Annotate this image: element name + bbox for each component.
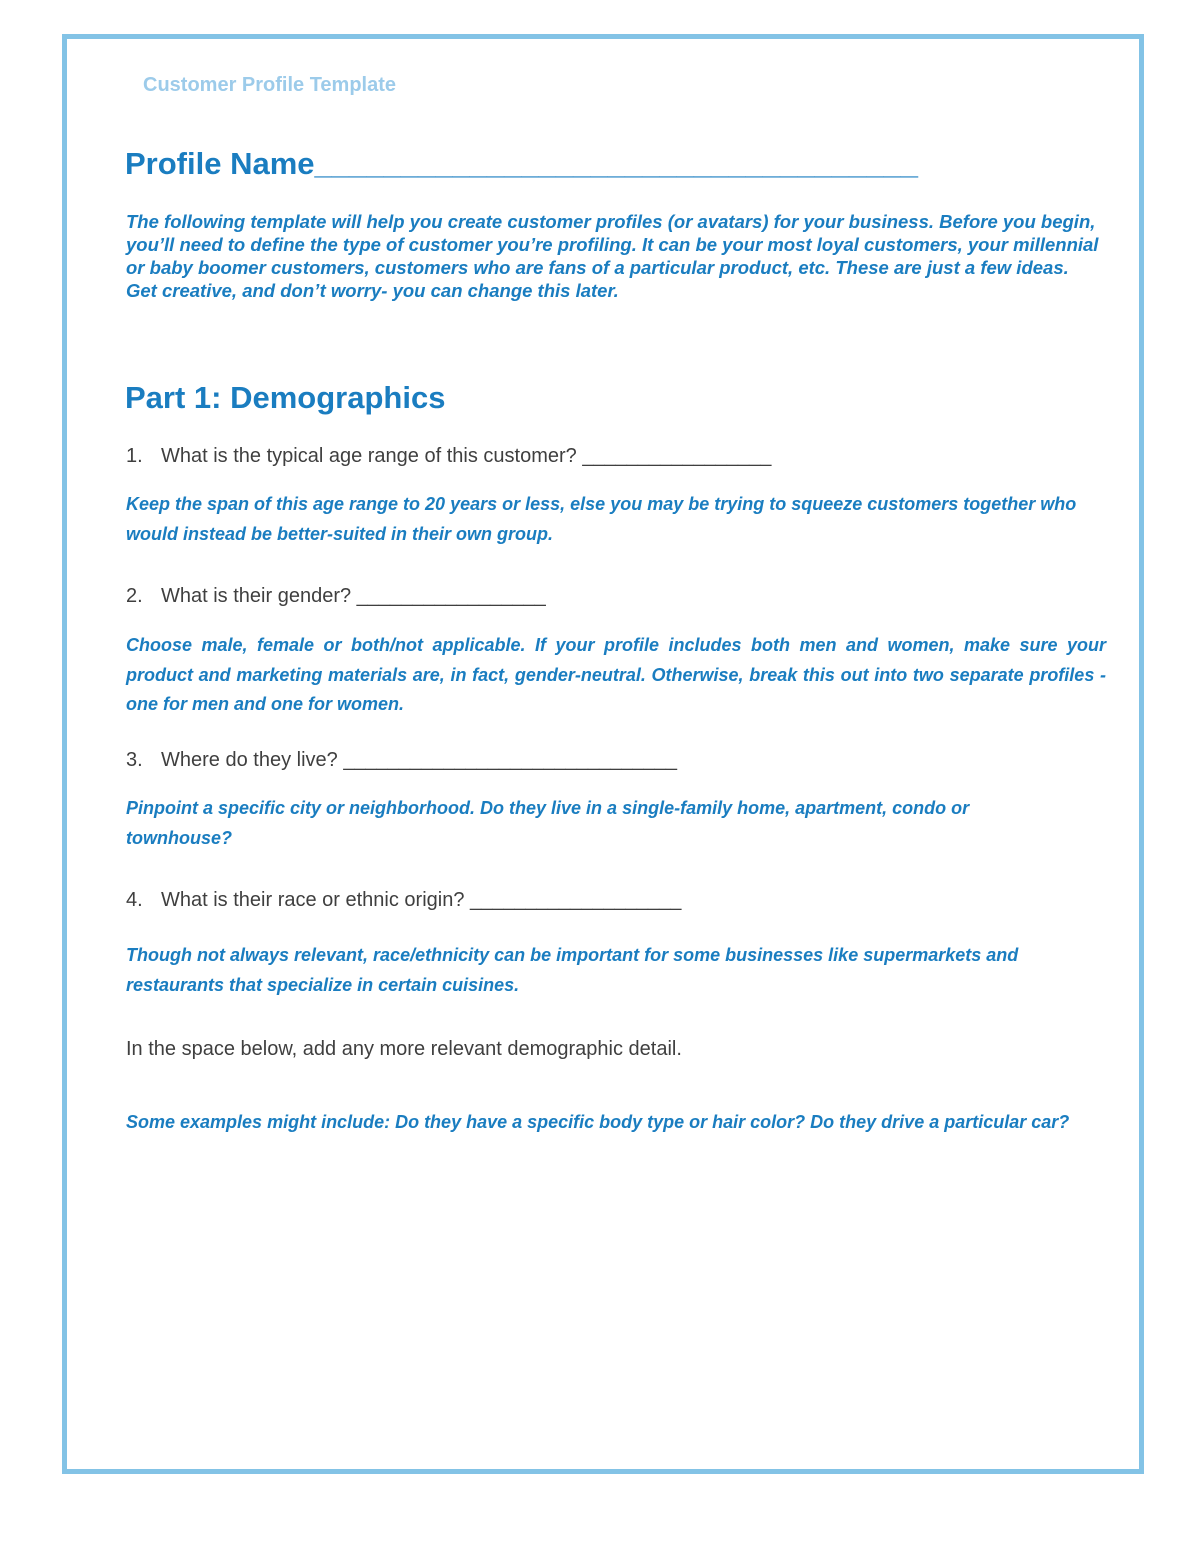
profile-name-blank[interactable]: ___________________________________: [314, 146, 918, 181]
question-text: What is the typical age range of this customer? _________________: [161, 445, 772, 467]
hint-gender: Choose male, female or both/not applicable. If your profile includes both men and women, make sure your product and marketing materials are, in fact, gender-neutral. Otherwise, break this out into two separate profiles - one for men and one for women.: [126, 635, 1106, 714]
section-heading-demographics: Part 1: Demographics: [125, 380, 446, 415]
question-location[interactable]: [126, 749, 677, 772]
hint-location: Pinpoint a specific city or neighborhood. Do they live in a single-family home, apartment, condo or townhouse?: [126, 798, 970, 848]
profile-name-field[interactable]: [125, 146, 918, 182]
question-number: 3.: [126, 749, 143, 771]
question-age-range[interactable]: [126, 445, 771, 468]
profile-name-label: Profile Name: [125, 146, 315, 181]
extra-detail-prompt: In the space below, add any more relevant demographic detail.: [126, 1038, 682, 1060]
hint-ethnicity: Though not always relevant, race/ethnicity can be important for some businesses like supermarkets and restaurants that specialize in certain cuisines.: [126, 945, 1019, 995]
question-number: 2.: [126, 585, 143, 607]
examples-hint: Some examples might include: Do they have a specific body type or hair color? Do they drive a particular car?: [126, 1112, 1070, 1132]
hint-age-range: Keep the span of this age range to 20 years or less, else you may be trying to squeeze customers together who would instead be better-suited in their own group.: [126, 494, 1077, 544]
question-text: Where do they live? ______________________________: [161, 749, 678, 771]
document-title: Customer Profile Template: [143, 74, 397, 96]
question-text: What is their gender? _________________: [161, 585, 546, 607]
question-ethnicity[interactable]: [126, 889, 681, 912]
question-number: 4.: [126, 889, 143, 911]
question-text: What is their race or ethnic origin? ___________________: [161, 889, 682, 911]
question-number: 1.: [126, 445, 143, 467]
question-gender[interactable]: [126, 585, 546, 608]
intro-paragraph: The following template will help you create customer profiles (or avatars) for your business. Before you begin, you’ll need to define the type of customer you’re profiling. It can be your most loyal customers, your millennial or baby boomer customers, customers who are fans of a particular product, etc. These are just a few ideas. Get creative, and don’t worry- you can change this later.: [126, 211, 1099, 301]
